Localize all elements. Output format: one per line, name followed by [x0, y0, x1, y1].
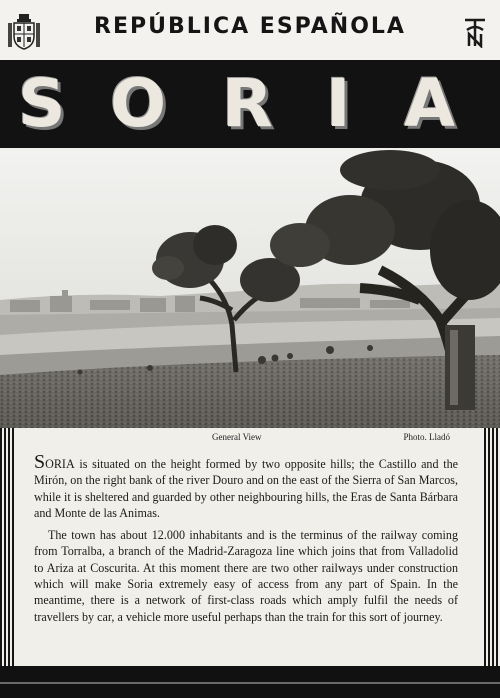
banner-letter: S — [18, 65, 66, 142]
article-body — [34, 451, 458, 625]
photo-credit: Photo. Lladó — [403, 432, 450, 442]
bottom-rule — [0, 682, 500, 684]
banner-letter: I — [326, 65, 351, 142]
left-stripe-border — [0, 428, 16, 666]
pnt-monogram-icon — [462, 16, 488, 48]
republic-title: REPÚBLICA ESPAÑOLA — [94, 14, 406, 39]
paragraph-1 — [34, 451, 458, 521]
paragraph-2: The town has about 12.000 inhabitants and is the terminus of the railway coming from Torralba, a branch of the Madrid-Zaragoza line which joins that from Valladolid to Ariza at Coscurita. At this moment there are two other railways under construction which will make Soria extremely easy of access from any part of Spain. In the meantime, there is a network of first-class roads which amply fulfil the needs of travellers by car, a vehicle more useful perhaps than the train for this sort of journey. — [34, 528, 458, 624]
dropcap: S — [34, 451, 46, 473]
soria-banner — [0, 60, 500, 148]
header-bar — [0, 0, 500, 60]
photo-caption: General View — [212, 432, 262, 442]
landscape-photo — [0, 150, 500, 428]
banner-letter: R — [222, 65, 273, 142]
coat-of-arms-icon — [8, 14, 40, 50]
first-word-rest: ORIA — [45, 457, 75, 471]
landscape-photo-image — [0, 150, 500, 428]
banner-letter: O — [110, 65, 167, 142]
right-stripe-border — [484, 428, 500, 666]
paragraph-1-text: is situated on the height formed by two opposite hills; the Castillo and the Mirón, on the right bank of the river Douro and on the east of the Sierra of San Marcos, while it is sheltered and guarded by other neighbouring hills, the Eras de Santa Bárbara and Monte de las Animas. — [34, 457, 458, 520]
banner-letter: A — [404, 65, 456, 142]
